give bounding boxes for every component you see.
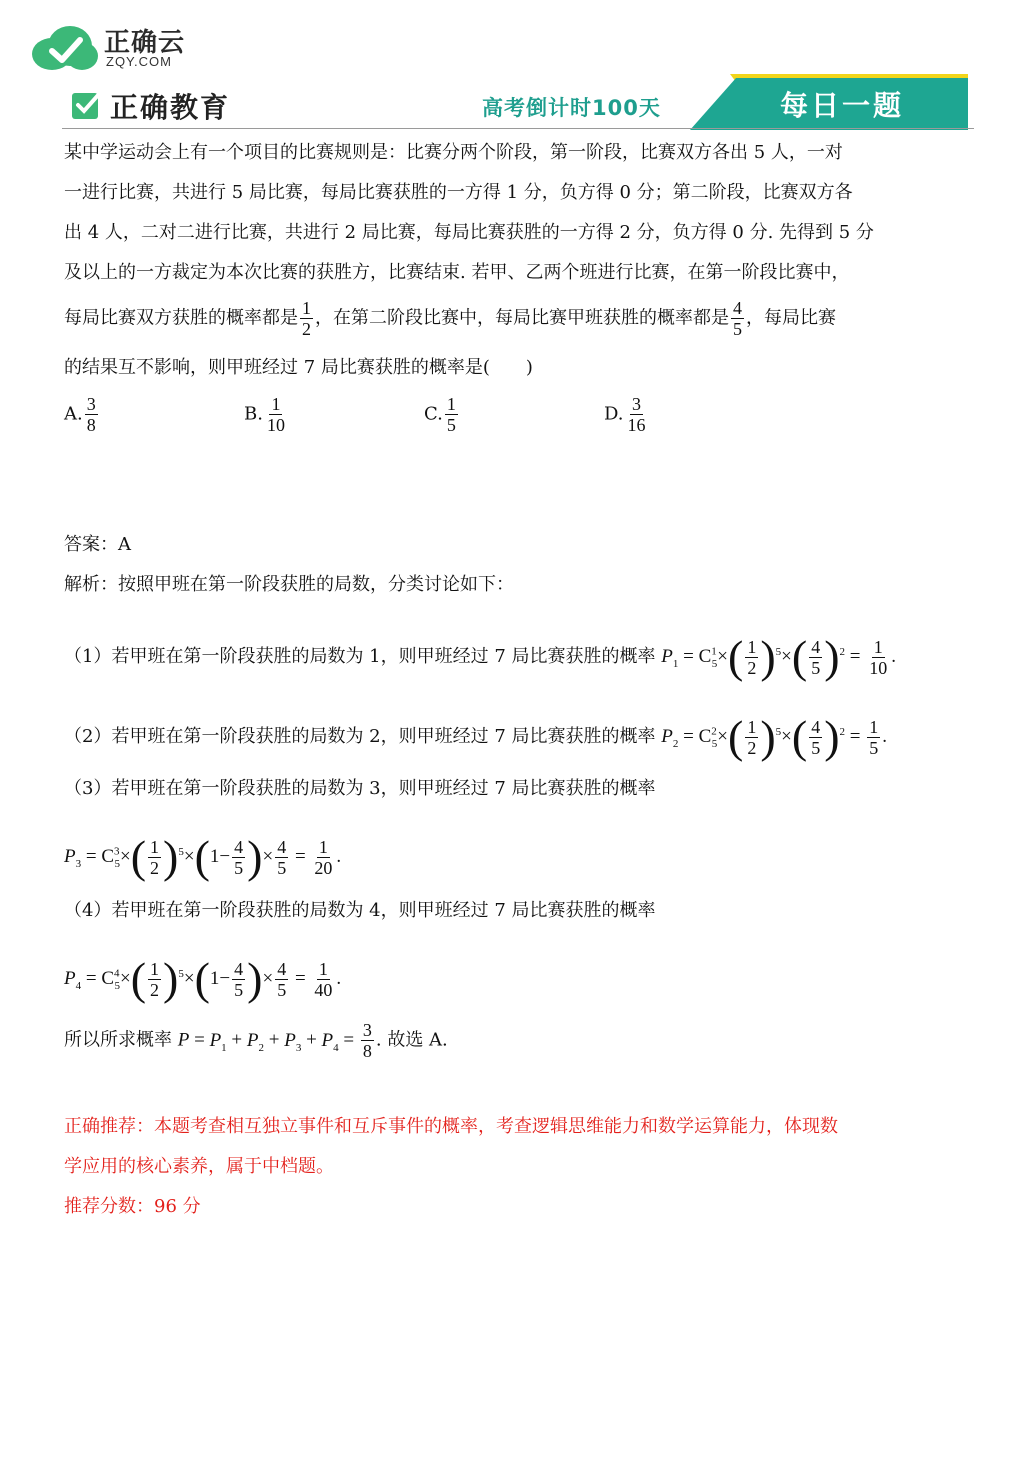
case-4-formula: $P_4 = C^4_5\times$( $\frac{1}{2}$ )$^5$×(1− $\frac{4}{5}$ )× $\frac{4}{5}$ = $\frac{1}{40}$ . (64, 953, 342, 1004)
header-divider (62, 128, 974, 129)
option-a: A. $\frac{3}{8}$ (64, 394, 96, 435)
question-line-5-c: ，每局比赛 (746, 307, 836, 329)
logo-title: 正确云 (104, 28, 186, 58)
fraction: $\frac{1}{2}$ (302, 298, 311, 339)
case-3-formula: $P_3 = C^3_5\times$( $\frac{1}{2}$ )$^5$×(1− $\frac{4}{5}$ )× $\frac{4}{5}$ = $\frac{1}{20}$ . (64, 831, 342, 882)
option-d: D. $\frac{3}{16}$ (604, 394, 646, 435)
countdown-text: 高考倒计时100天 (482, 96, 661, 120)
cloud-check-logo-icon (30, 24, 100, 72)
brand-name: 正确教育 (110, 91, 231, 124)
case-3-text: （3）若甲班在第一阶段获胜的局数为 3，则甲班经过 7 局比赛获胜的概率 (64, 778, 656, 799)
case-4-text: （4）若甲班在第一阶段获胜的局数为 4，则甲班经过 7 局比赛获胜的概率 (64, 900, 656, 921)
fraction: $\frac{4}{5}$ (733, 298, 742, 339)
logo-domain: ZQY.COM (106, 54, 172, 69)
analysis-intro: 解析：按照甲班在第一阶段获胜的局数，分类讨论如下： (64, 574, 514, 595)
question-line-3: 出 4 人，二对二进行比赛，共进行 2 局比赛，每局比赛获胜的一方得 2 分，负方得 0 分. 先得到 5 分 (64, 222, 874, 243)
option-c: C. $\frac{1}{5}$ (424, 394, 456, 435)
option-b: B. $\frac{1}{10}$ (244, 394, 285, 435)
question-line-1: 某中学运动会上有一个项目的比赛规则是：比赛分两个阶段，第一阶段，比赛双方各出 5 人，一对 (64, 142, 843, 163)
checkbox-icon (70, 89, 102, 121)
recommended-score: 推荐分数：96 分 (64, 1196, 201, 1217)
question-line-4: 及以上的一方裁定为本次比赛的获胜方，比赛结束. 若甲、乙两个班进行比赛，在第一阶段比赛中， (64, 262, 850, 283)
answer-line: 答案：A (64, 534, 131, 555)
question-line-5-a: 每局比赛双方获胜的概率都是 (64, 307, 298, 329)
case-2: （2）若甲班在第一阶段获胜的局数为 2，则甲班经过 7 局比赛获胜的概率 $P_2 = C^2_5\times$( $\frac{1}{2}$ )$^5$×( $\frac{4}{5}$ )$^2$ = $\frac{1}{5}$ . (64, 711, 887, 762)
recommendation-line-2: 学应用的核心素养，属于中档题。 (64, 1156, 334, 1177)
recommendation-line-1: 正确推荐：本题考查相互独立事件和互斥事件的概率，考查逻辑思维能力和数学运算能力，体现数 (64, 1116, 838, 1137)
conclusion: 所以所求概率 $P = P_1 + P_2 + P_3 + P_4$ = $\frac{3}{8}$ . 故选 A. (64, 1020, 448, 1061)
banner-label: 每日一题 (780, 89, 905, 122)
question-line-6: 的结果互不影响，则甲班经过 7 局比赛获胜的概率是( ) (64, 357, 533, 378)
question-line-5-b: ，在第二阶段比赛中，每局比赛甲班获胜的概率都是 (315, 307, 729, 329)
question-line-5 (64, 298, 836, 339)
question-line-2: 一进行比赛，共进行 5 局比赛，每局比赛获胜的一方得 1 分，负方得 0 分；第二阶段，比赛双方各 (64, 182, 853, 203)
case-1: （1）若甲班在第一阶段获胜的局数为 1，则甲班经过 7 局比赛获胜的概率 $P_1 = C^1_5\times$( $\frac{1}{2}$ )$^5$×( $\frac{4}{5}$ )$^2$ = $\frac{1}{10}$ . (64, 631, 896, 682)
